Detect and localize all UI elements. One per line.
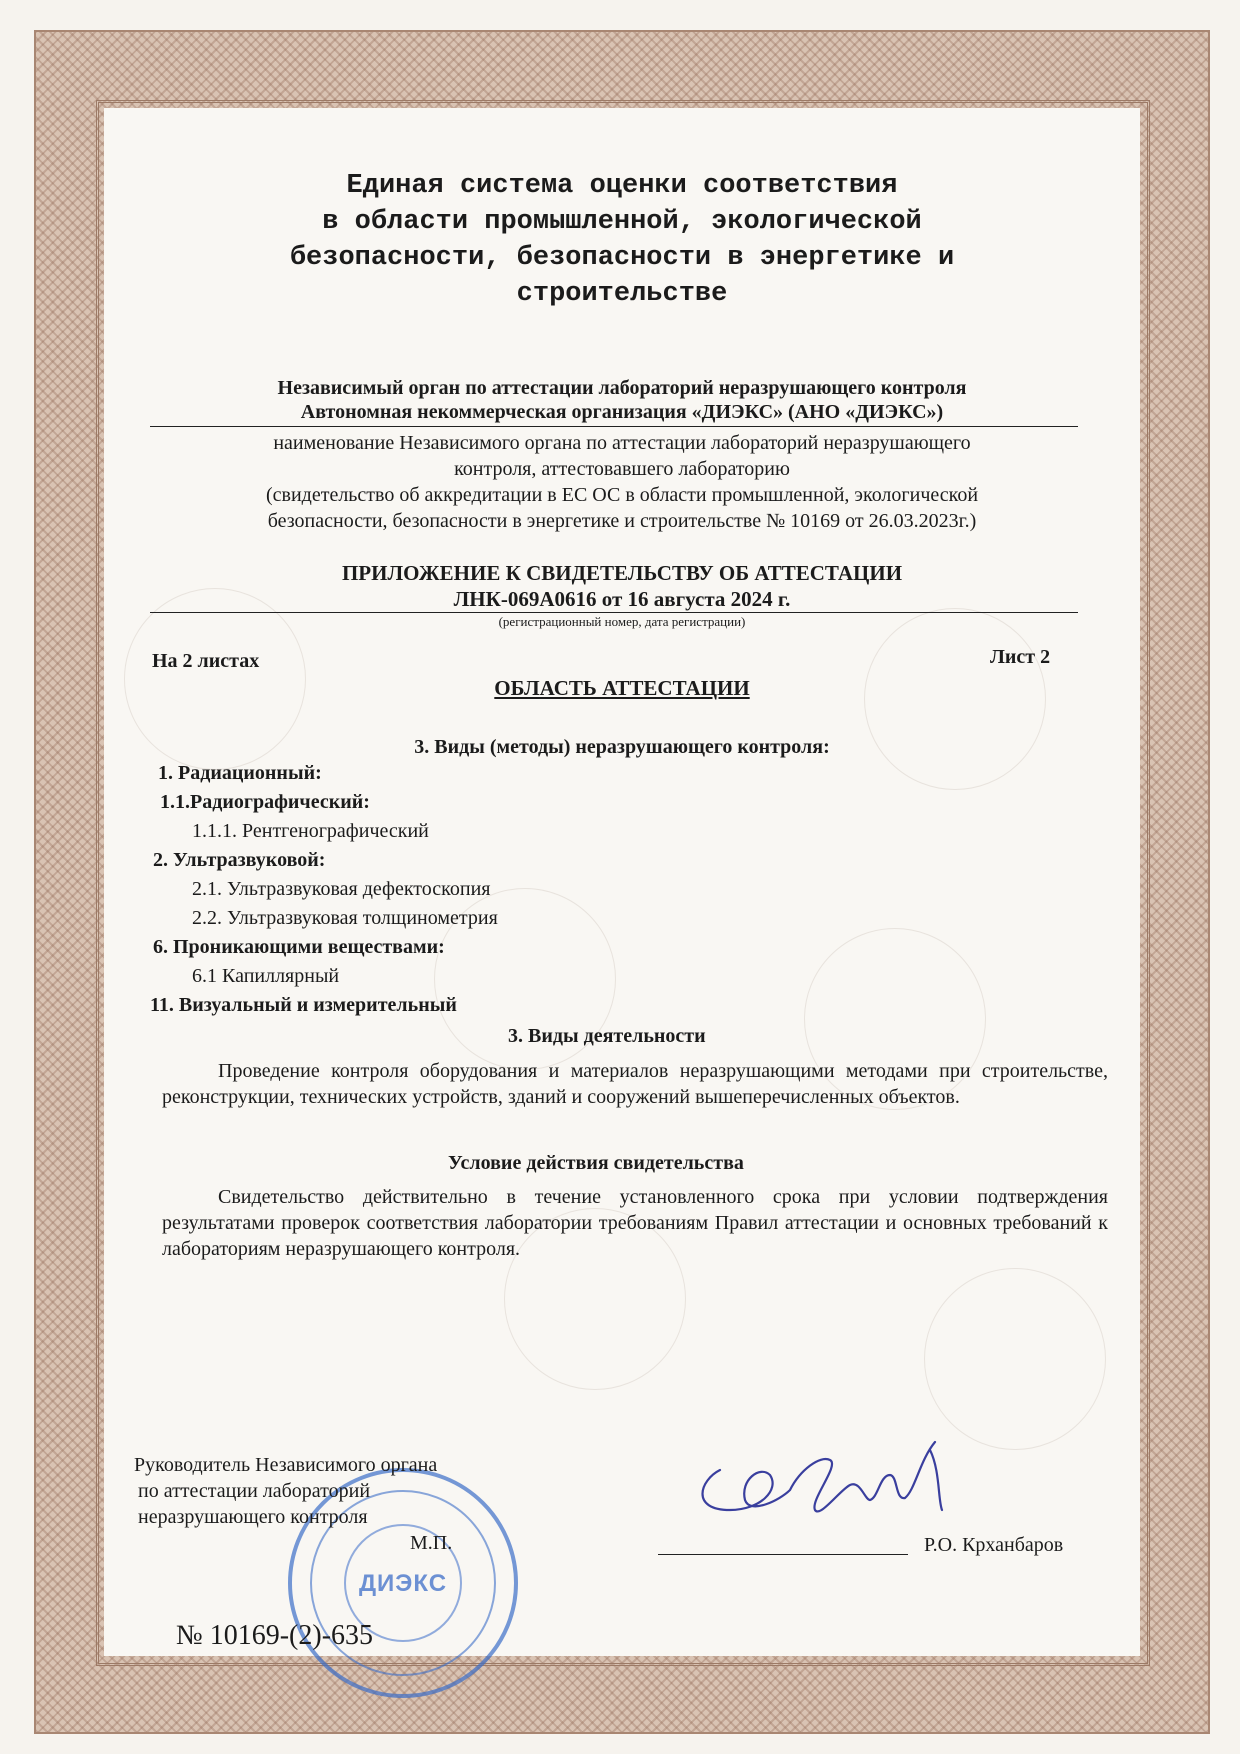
method-subitem: 1.1.1. Рентгенографический xyxy=(192,820,429,842)
role-line: по аттестации лабораторий xyxy=(138,1480,371,1502)
caption-line: безопасности, безопасности в энергетике и строительстве № 10169 от 26.03.2023г.) xyxy=(267,510,977,532)
signatory-role xyxy=(134,1452,437,1530)
handwritten-signature xyxy=(690,1430,970,1550)
methods-heading: 3. Виды (методы) неразрушающего контроля: xyxy=(414,736,830,758)
seal-center-text: ДИЭКС xyxy=(358,1570,448,1597)
method-subitem: 2.2. Ультразвуковая толщинометрия xyxy=(192,907,498,929)
system-title xyxy=(104,168,1140,312)
background-rosette xyxy=(924,1268,1106,1450)
scope-heading: ОБЛАСТЬ АТТЕСТАЦИИ xyxy=(494,676,750,700)
seal-label: М.П. xyxy=(410,1532,453,1554)
method-item: 2. Ультразвуковой: xyxy=(153,849,326,871)
method-subitem: 2.1. Ультразвуковая дефектоскопия xyxy=(192,878,491,900)
organization-line: Автономная некоммерческая организация «ДИЭКС» (АНО «ДИЭКС») xyxy=(300,401,944,423)
title-line: Единая система оценки соответствия xyxy=(346,171,898,201)
condition-text: Свидетельство действительно в течение установленного срока при условии подтверждения результатами проверок соответствия лаборатории требованиям Правил аттестации и основных требований к лабораториям неразрушающего контроля. xyxy=(162,1186,1108,1260)
title-line: в области промышленной, экологической xyxy=(322,207,922,237)
caption-line: (свидетельство об аккредитации в ЕС ОС в области промышленной, экологической xyxy=(265,484,979,506)
organization-name xyxy=(104,376,1140,424)
method-item: 11. Визуальный и измерительный xyxy=(150,994,457,1016)
method-item: 1.1.Радиографический: xyxy=(160,791,370,813)
title-line: строительстве xyxy=(516,279,728,309)
role-line: Руководитель Независимого органа xyxy=(134,1454,438,1476)
appendix-underline xyxy=(150,612,1078,613)
activities-text: Проведение контроля оборудования и материалов неразрушающими методами при строительстве, реконструкции, технических устройств, зданий и сооружений вышеперечисленных объектов. xyxy=(162,1060,1108,1108)
condition-heading: Условие действия свидетельства xyxy=(448,1152,744,1174)
appendix-number: ЛНК-069А0616 от 16 августа 2024 г. xyxy=(453,587,791,611)
method-subitem: 6.1 Капиллярный xyxy=(192,965,340,987)
organization-caption xyxy=(104,430,1140,534)
role-line: неразрушающего контроля xyxy=(138,1506,368,1528)
signatory-name: Р.О. Крханбаров xyxy=(924,1534,1064,1556)
form-number: № 10169-(2)-635 xyxy=(176,1620,374,1651)
appendix-title: ПРИЛОЖЕНИЕ К СВИДЕТЕЛЬСТВУ ОБ АТТЕСТАЦИИ xyxy=(341,561,903,585)
organization-underline xyxy=(150,426,1078,427)
sheet-number: Лист 2 xyxy=(990,646,1051,668)
activities-heading: 3. Виды деятельности xyxy=(508,1025,706,1047)
title-line: безопасности, безопасности в энергетике и xyxy=(289,243,955,273)
method-item: 1. Радиационный: xyxy=(158,762,322,784)
appendix-block xyxy=(104,560,1140,612)
caption-line: наименование Независимого органа по аттестации лабораторий неразрушающего xyxy=(273,432,971,454)
organization-line: Независимый орган по аттестации лабораторий неразрушающего контроля xyxy=(277,377,967,399)
method-item: 6. Проникающими веществами: xyxy=(153,936,445,958)
caption-line: контроля, аттестовавшего лабораторию xyxy=(454,458,790,480)
signature-line xyxy=(658,1554,908,1555)
appendix-number-caption: (регистрационный номер, дата регистрации) xyxy=(498,614,746,629)
sheets-total: На 2 листах xyxy=(152,650,260,672)
